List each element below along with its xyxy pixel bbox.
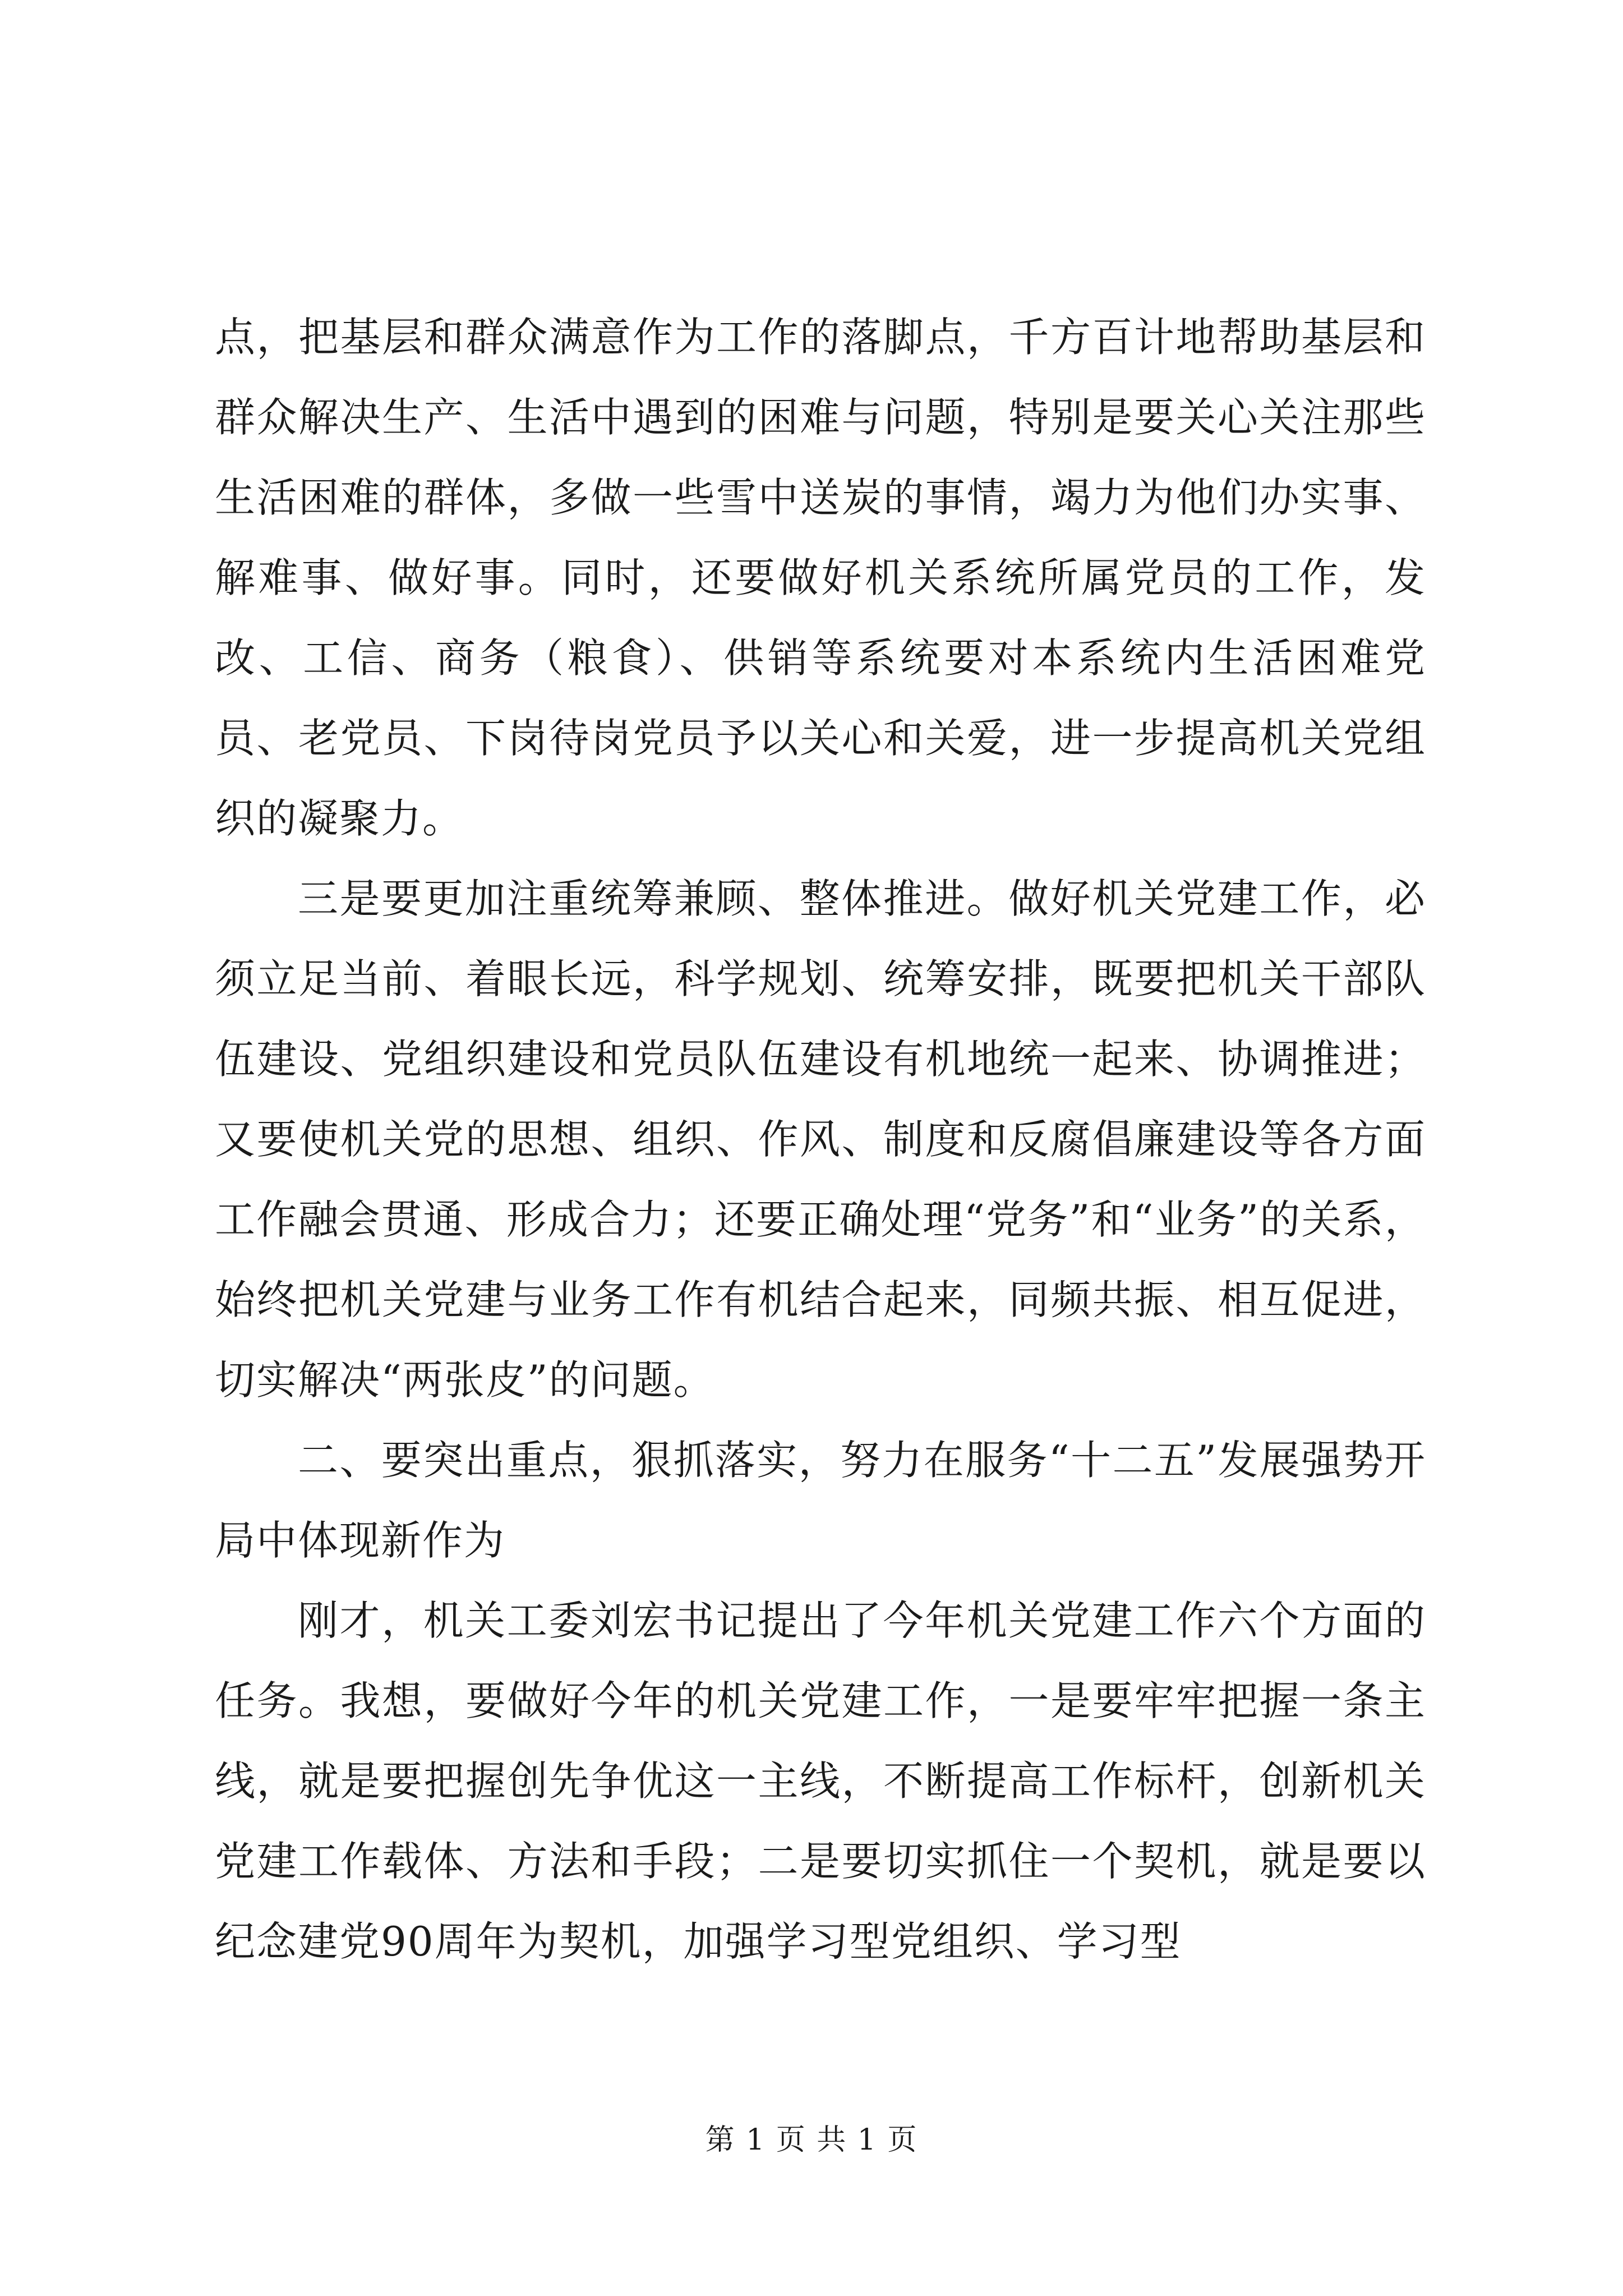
page-number-footer: 第 1 页 共 1 页 [705,2123,918,2157]
section-heading-2: 二、要突出重点，狠抓落实，努力在服务“十二五”发展强势开局中体现新作为 [215,1437,1426,1564]
document-body [215,297,1426,1982]
paragraph-3: 刚才，机关工委刘宏书记提出了今年机关党建工作六个方面的任务。我想，要做好今年的机关党建工作，一是要牢牢把握一条主线，就是要把握创先争优这一主线，不断提高工作标杆，创新机关党建工作载体、方法和手段；二是要切实抓住一个契机，就是要以纪念建党90周年为契机，加强学习型党组织、学习型 [215,1597,1426,1965]
paragraph-2: 三是要更加注重统筹兼顾、整体推进。做好机关党建工作，必须立足当前、着眼长远，科学规划、统筹安排，既要把机关干部队伍建设、党组织建设和党员队伍建设有机地统一起来、协调推进；又要使机关党的思想、组织、作风、制度和反腐倡廉建设等各方面工作融会贯通、形成合力；还要正确处理“党务”和“业务”的关系，始终把机关党建与业务工作有机结合起来，同频共振、相互促进，切实解决“两张皮”的问题。 [215,875,1426,1404]
paragraph-1: 点，把基层和群众满意作为工作的落脚点，千方百计地帮助基层和群众解决生产、生活中遇到的困难与问题，特别是要关心关注那些生活困难的群体，多做一些雪中送炭的事情，竭力为他们办实事、解难事、做好事。同时，还要做好机关系统所属党员的工作，发改、工信、商务（粮食）、供销等系统要对本系统内生活困难党员、老党员、下岗待岗党员予以关心和关爱，进一步提高机关党组织的凝聚力。 [215,314,1426,842]
